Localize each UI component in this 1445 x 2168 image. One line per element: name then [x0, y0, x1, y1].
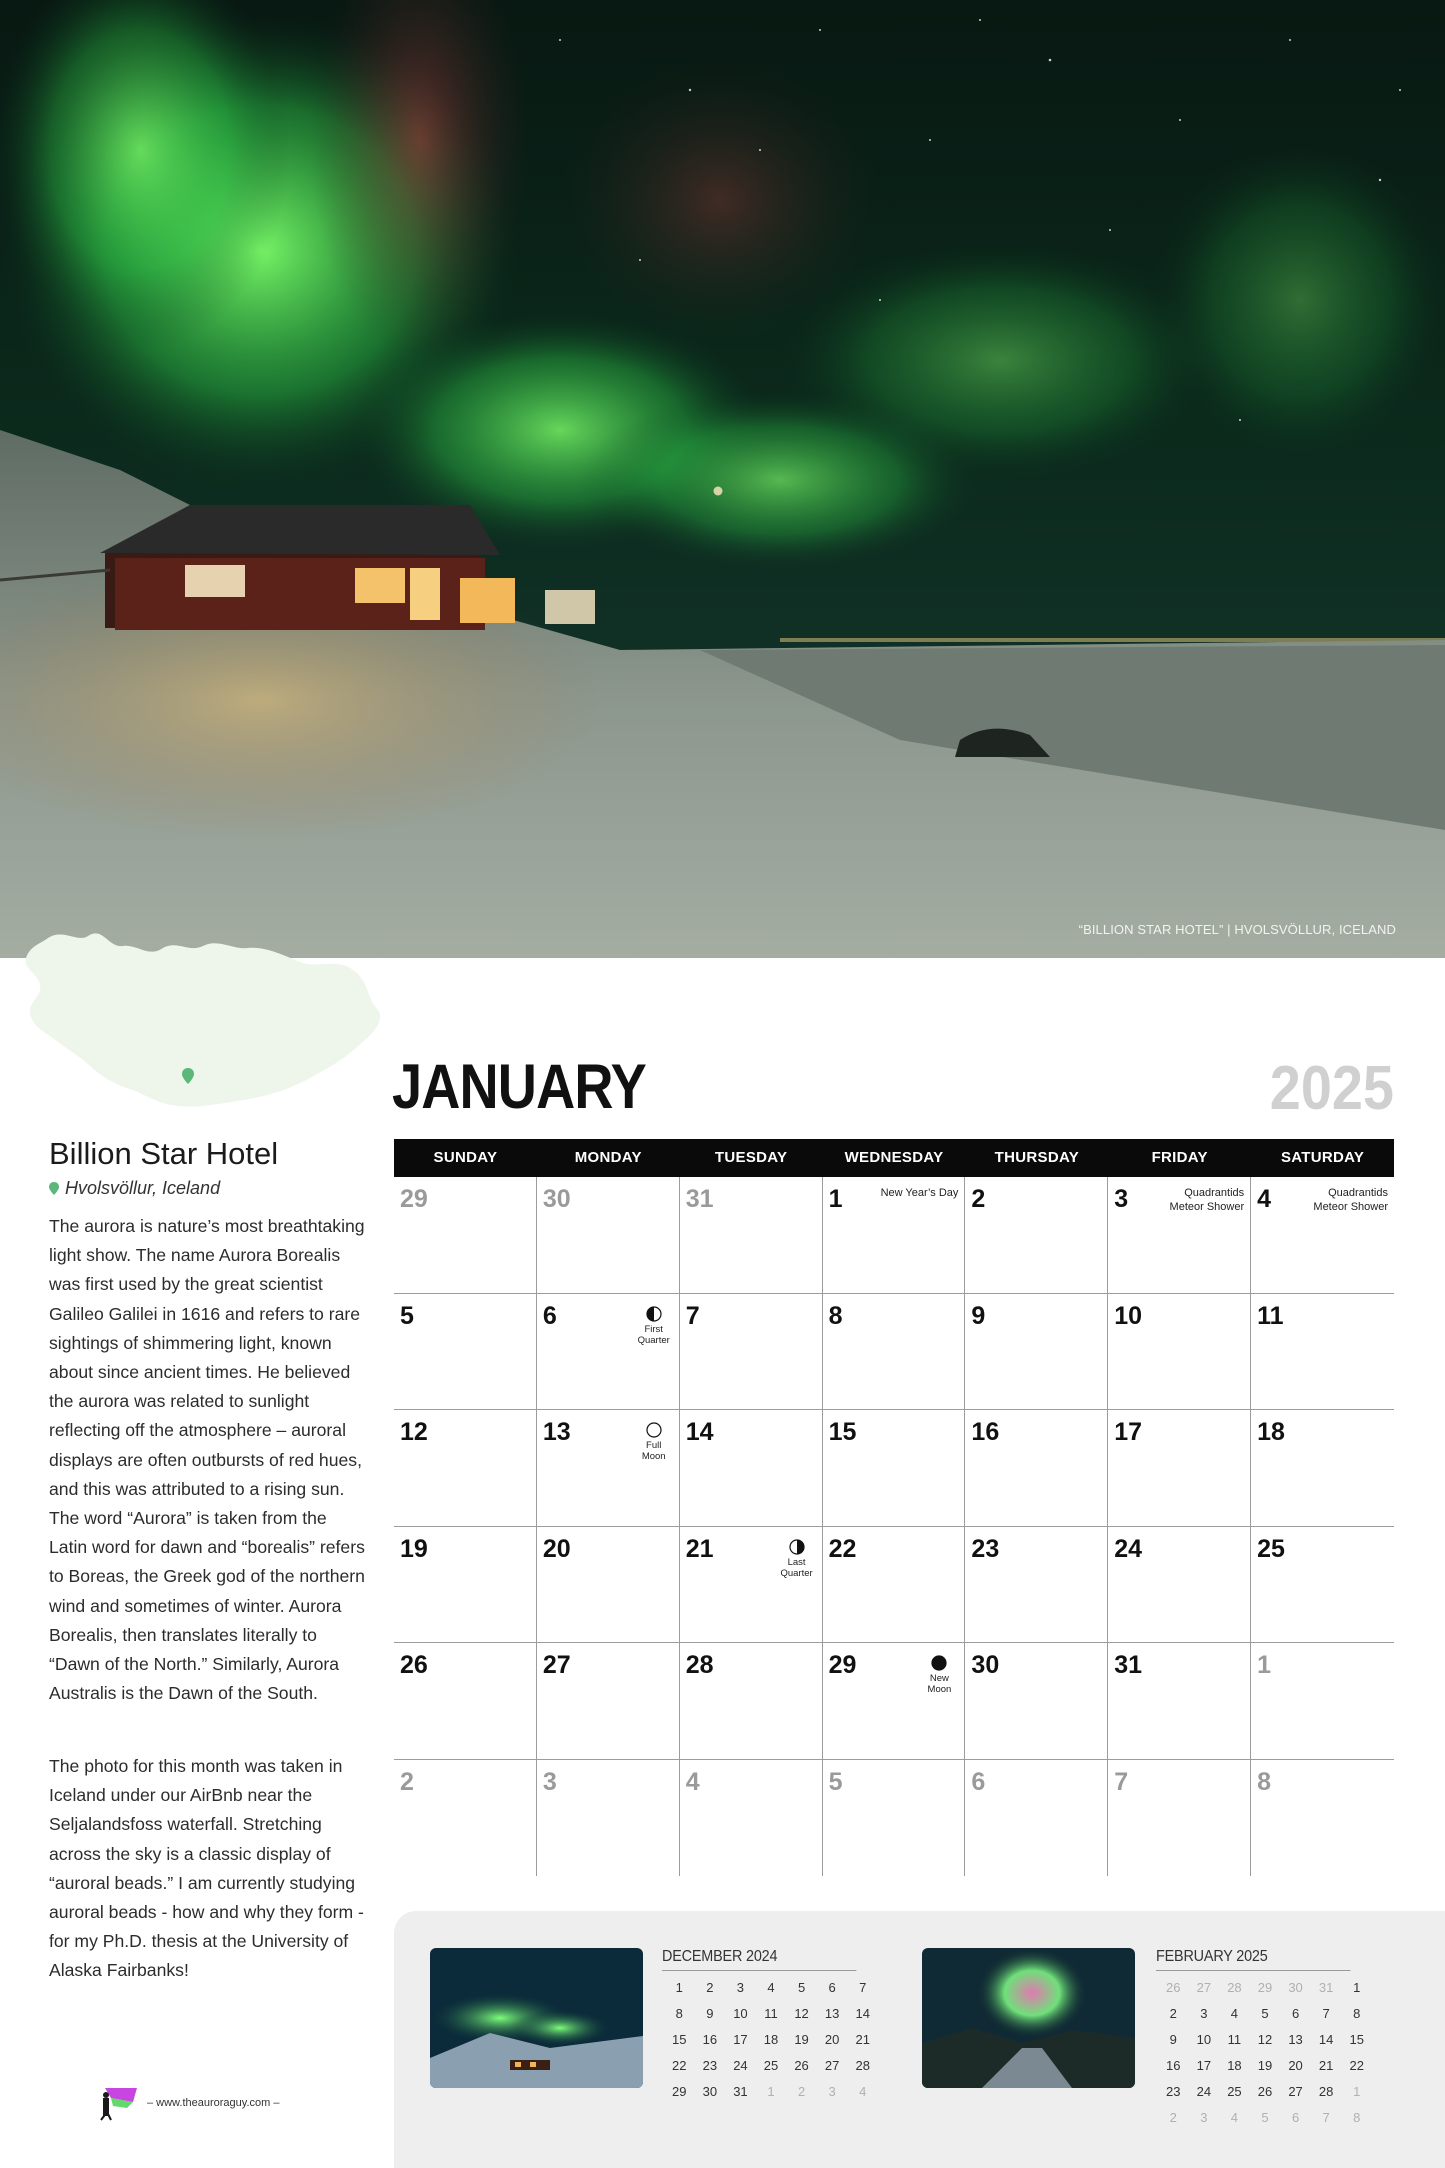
- day-cell[interactable]: [394, 1527, 537, 1644]
- day-number: 29: [400, 1185, 428, 1213]
- mini-day: 21: [1318, 2058, 1334, 2073]
- mini-day: 26: [1257, 2084, 1273, 2099]
- weekday-tuesday: TUESDAY: [714, 1149, 788, 1166]
- location-subtitle: [49, 1178, 220, 1199]
- day-cell[interactable]: [1251, 1527, 1394, 1644]
- mini-day: 18: [763, 2032, 779, 2047]
- day-number: 3: [1114, 1185, 1129, 1213]
- day-number: 16: [971, 1418, 1000, 1446]
- aurora-guy-logo-icon: [97, 2084, 141, 2122]
- day-number: 14: [685, 1418, 714, 1446]
- day-cell[interactable]: [1108, 1643, 1251, 1760]
- day-number: 30: [971, 1651, 1000, 1679]
- weekday-thursday: THURSDAY: [994, 1149, 1080, 1166]
- mini-day: 27: [1196, 1980, 1212, 1995]
- location-name: Hvolsvöllur, Iceland: [65, 1178, 221, 1198]
- location-title: Billion Star Hotel: [49, 1136, 279, 1171]
- moon-phase: [637, 1422, 671, 1462]
- mini-day: 23: [702, 2058, 718, 2073]
- day-cell[interactable]: [537, 1410, 680, 1527]
- year-title: 2025: [1269, 1054, 1394, 1123]
- mini-day: 13: [824, 2006, 840, 2021]
- mini-day: 14: [855, 2006, 870, 2021]
- day-cell[interactable]: [1108, 1177, 1251, 1294]
- mini-day: 25: [763, 2058, 779, 2073]
- mini-day: 3: [828, 2084, 836, 2099]
- mini-day: 1: [1353, 2084, 1361, 2099]
- mini-day: 7: [1322, 2110, 1330, 2125]
- mini-day: 2: [1169, 2006, 1177, 2021]
- mini-day: 31: [1318, 1980, 1334, 1995]
- day-cell[interactable]: [537, 1643, 680, 1760]
- day-number: 19: [400, 1534, 428, 1563]
- day-cell[interactable]: [394, 1410, 537, 1527]
- day-number: 3: [542, 1767, 557, 1796]
- mini-day: 1: [675, 1980, 683, 1995]
- month-title: JANUARY: [392, 1052, 646, 1122]
- mini-day: 14: [1318, 2032, 1334, 2047]
- day-number: 15: [828, 1418, 857, 1446]
- mini-day: 10: [1196, 2032, 1212, 2047]
- day-cell[interactable]: [537, 1294, 680, 1411]
- mini-day: 31: [733, 2084, 748, 2099]
- day-number: 17: [1114, 1418, 1143, 1446]
- website-footer[interactable]: [97, 2084, 279, 2122]
- day-cell[interactable]: [1108, 1527, 1251, 1644]
- moon-phase-label: First Quarter: [637, 1323, 670, 1346]
- mini-day: 8: [1353, 2110, 1361, 2125]
- mini-day: 22: [1349, 2058, 1364, 2073]
- day-cell[interactable]: [823, 1294, 966, 1411]
- day-number: 7: [685, 1301, 700, 1330]
- adjacent-month-day-cell[interactable]: [823, 1760, 966, 1877]
- day-cell[interactable]: [823, 1177, 966, 1294]
- december-days: [662, 1980, 878, 2110]
- hero-photo: [0, 0, 1445, 958]
- day-number: 31: [1114, 1651, 1143, 1679]
- mini-day: 8: [675, 2006, 683, 2021]
- weekday-monday: MONDAY: [574, 1149, 642, 1166]
- february-days: [1156, 1980, 1372, 2136]
- mini-day: 18: [1227, 2058, 1242, 2073]
- mini-day: 17: [1196, 2058, 1212, 2073]
- adjacent-month-day-cell[interactable]: [394, 1177, 537, 1294]
- day-number: 20: [542, 1534, 571, 1563]
- day-cell[interactable]: [680, 1410, 823, 1527]
- day-cell[interactable]: [1108, 1410, 1251, 1527]
- mini-day: 29: [1257, 1980, 1273, 1995]
- mini-day: 11: [1227, 2032, 1242, 2047]
- day-number: 6: [542, 1301, 557, 1330]
- mini-day: 9: [706, 2006, 714, 2021]
- day-cell[interactable]: [680, 1643, 823, 1760]
- mini-day: 7: [1322, 2006, 1330, 2021]
- mini-day: 21: [855, 2032, 870, 2047]
- day-number: 27: [542, 1651, 571, 1679]
- adjacent-month-day-cell[interactable]: [1108, 1760, 1251, 1877]
- mini-day: 20: [824, 2032, 840, 2047]
- mini-day: 2: [797, 2084, 806, 2099]
- mini-day: 28: [1318, 2084, 1334, 2099]
- weekday-friday: FRIDAY: [1151, 1149, 1208, 1166]
- february-mini-calendar: [1156, 1948, 1372, 2136]
- mini-day: 24: [733, 2058, 748, 2073]
- mini-day: 27: [1288, 2084, 1303, 2099]
- mini-day: 12: [794, 2006, 809, 2021]
- day-cell[interactable]: [394, 1294, 537, 1411]
- description-paragraph-1: The aurora is nature’s most breathtaking light show. The name Aurora Borealis was first used by the great scientist Galileo Galilei in 1616 and refers to rare sightings of shimmering light, known about since ancient times. He believed the aurora was related to sunlight reflecting off the atmosphere – auroral displays are often outbursts of red hues, and this was attributed to a rising sun. The word “Aurora” is taken from the Latin word for dawn and “borealis” refers to Boreas, the Greek god of the northern wind and sometimes of winter. Aurora Borealis, then translates literally to “Dawn of the North.” Similarly, Aurora Australis is the Dawn of the South.: [49, 1216, 365, 1704]
- day-event: Quadrantids Meteor Shower: [1169, 1187, 1245, 1213]
- day-number: 2: [400, 1767, 414, 1796]
- day-cell[interactable]: [965, 1527, 1108, 1644]
- mini-day: 4: [859, 2084, 867, 2099]
- mini-day: 13: [1288, 2032, 1303, 2047]
- mini-day: 8: [1353, 2006, 1361, 2021]
- mini-day: 22: [672, 2058, 687, 2073]
- day-number: 30: [542, 1185, 571, 1213]
- day-event: New Year’s Day: [880, 1187, 959, 1199]
- day-number: 6: [971, 1767, 986, 1796]
- website-url: – www.theauroraguy.com –: [147, 2097, 280, 2109]
- day-cell[interactable]: [823, 1527, 966, 1644]
- day-cell[interactable]: [823, 1643, 966, 1760]
- weekday-sunday: SUNDAY: [433, 1149, 498, 1166]
- adjacent-month-day-cell[interactable]: [680, 1760, 823, 1877]
- day-number: 31: [685, 1185, 714, 1213]
- day-number: 8: [828, 1301, 843, 1330]
- day-cell[interactable]: [965, 1643, 1108, 1760]
- moon-phase-label: Full Moon: [641, 1440, 666, 1462]
- day-number: 5: [828, 1767, 843, 1796]
- day-cell[interactable]: [680, 1294, 823, 1411]
- december-thumbnail: [430, 1948, 643, 2088]
- description-paragraph-2: The photo for this month was taken in Iceland under our AirBnb near the Seljalandsfoss waterfall. Stretching across the sky is a classic display of “auroral beads.” I am currently studying auroral beads - how and why they form - for my Ph.D. thesis at the University of Alaska Fairbanks!: [49, 1756, 364, 1981]
- new-moon-icon: [931, 1655, 947, 1671]
- mini-day: 4: [1230, 2006, 1239, 2021]
- mini-day: 29: [672, 2084, 687, 2099]
- weekday-header: [394, 1139, 1394, 1177]
- day-number: 9: [971, 1301, 986, 1330]
- day-event: Quadrantids Meteor Shower: [1313, 1187, 1388, 1213]
- day-number: 23: [971, 1534, 1000, 1563]
- day-number: 8: [1257, 1767, 1272, 1796]
- mini-day: 11: [764, 2006, 778, 2021]
- day-number: 1: [828, 1185, 843, 1213]
- day-number: 12: [400, 1418, 428, 1446]
- mini-day: 26: [794, 2058, 809, 2073]
- mini-day: 5: [797, 1980, 806, 1995]
- mini-day: 1: [767, 2084, 775, 2099]
- moon-phase-label: New Moon: [927, 1673, 952, 1695]
- day-cell[interactable]: [1251, 1410, 1394, 1527]
- adjacent-months-panel: [394, 1911, 1445, 2168]
- adjacent-month-day-cell[interactable]: [680, 1177, 823, 1294]
- mini-day: 30: [1288, 1980, 1303, 1995]
- day-cell[interactable]: [680, 1527, 823, 1644]
- day-number: 4: [685, 1767, 700, 1796]
- adjacent-month-day-cell[interactable]: [394, 1760, 537, 1877]
- february-thumbnail: [922, 1948, 1135, 2088]
- day-number: 13: [542, 1418, 571, 1446]
- december-mini-calendar: [662, 1948, 878, 2110]
- mini-day: 5: [1261, 2006, 1269, 2021]
- adjacent-month-day-cell[interactable]: [965, 1760, 1108, 1877]
- day-cell[interactable]: [394, 1643, 537, 1760]
- day-cell[interactable]: [823, 1410, 966, 1527]
- iceland-map: [18, 918, 388, 1118]
- mini-day: 9: [1169, 2032, 1177, 2047]
- weekday-saturday: SATURDAY: [1280, 1149, 1365, 1166]
- calendar-days: [394, 1177, 1394, 1876]
- day-cell[interactable]: [1251, 1177, 1394, 1294]
- mini-day: 17: [733, 2032, 748, 2047]
- mini-day: 1: [1353, 1980, 1361, 1995]
- mini-day: 4: [767, 1980, 775, 1995]
- day-number: 10: [1114, 1301, 1143, 1330]
- mini-day: 5: [1261, 2110, 1269, 2125]
- month-calendar: [394, 1139, 1394, 1876]
- mini-day: 10: [733, 2006, 748, 2021]
- mini-day: 30: [702, 2084, 718, 2099]
- day-number: 2: [971, 1185, 986, 1213]
- day-number: 4: [1257, 1185, 1272, 1213]
- moon-phase: [637, 1306, 671, 1346]
- day-number: 24: [1114, 1534, 1143, 1563]
- mini-day: 19: [1257, 2058, 1273, 2073]
- day-number: 18: [1257, 1418, 1285, 1446]
- day-number: 1: [1257, 1651, 1272, 1679]
- weekday-wednesday: WEDNESDAY: [844, 1149, 944, 1166]
- day-number: 21: [685, 1534, 714, 1563]
- december-title: DECEMBER 2024: [662, 1948, 856, 1971]
- photo-caption: “BILLION STAR HOTEL” | HVOLSVÖLLUR, ICELAND: [1078, 922, 1396, 937]
- last-moon-icon: [789, 1539, 805, 1555]
- mini-day: 25: [1227, 2084, 1242, 2099]
- mini-day: 20: [1288, 2058, 1303, 2073]
- first-moon-icon: [646, 1306, 662, 1322]
- mini-day: 7: [859, 1980, 867, 1995]
- mini-day: 16: [1166, 2058, 1181, 2073]
- mini-day: 26: [1166, 1980, 1181, 1995]
- mini-day: 12: [1257, 2032, 1273, 2047]
- mini-day: 16: [702, 2032, 718, 2047]
- mini-day: 3: [736, 1980, 745, 1995]
- mini-day: 6: [828, 1980, 836, 1995]
- mini-day: 28: [1227, 1980, 1242, 1995]
- day-number: 28: [685, 1651, 714, 1679]
- moon-phase: [922, 1655, 956, 1695]
- mini-day: 6: [1291, 2110, 1300, 2125]
- mini-day: 27: [824, 2058, 840, 2073]
- day-number: 22: [828, 1534, 857, 1563]
- mini-day: 23: [1166, 2084, 1181, 2099]
- day-number: 26: [400, 1651, 428, 1679]
- mini-day: 19: [794, 2032, 809, 2047]
- february-title: FEBRUARY 2025: [1156, 1948, 1350, 1971]
- mini-day: 4: [1230, 2110, 1239, 2125]
- day-number: 11: [1257, 1301, 1284, 1330]
- moon-phase: [780, 1539, 814, 1579]
- day-number: 7: [1114, 1767, 1129, 1796]
- day-cell[interactable]: [965, 1294, 1108, 1411]
- day-cell[interactable]: [537, 1527, 680, 1644]
- mini-day: 24: [1196, 2084, 1212, 2099]
- location-pin-icon: [49, 1182, 59, 1195]
- mini-day: 28: [855, 2058, 870, 2073]
- day-number: 29: [828, 1651, 857, 1679]
- mini-day: 2: [1169, 2110, 1177, 2125]
- day-cell[interactable]: [1108, 1294, 1251, 1411]
- adjacent-month-day-cell[interactable]: [537, 1760, 680, 1877]
- mini-day: 3: [1200, 2006, 1208, 2021]
- full-moon-icon: [646, 1422, 662, 1438]
- aurora-photo: [0, 0, 1445, 958]
- mini-day: 15: [672, 2032, 687, 2047]
- mini-day: 3: [1200, 2110, 1208, 2125]
- day-number: 5: [400, 1301, 414, 1330]
- adjacent-month-day-cell[interactable]: [537, 1177, 680, 1294]
- moon-phase-label: Last Quarter: [780, 1556, 813, 1579]
- day-cell[interactable]: [1251, 1294, 1394, 1411]
- day-cell[interactable]: [965, 1177, 1108, 1294]
- day-cell[interactable]: [965, 1410, 1108, 1527]
- mini-day: 15: [1349, 2032, 1364, 2047]
- adjacent-month-day-cell[interactable]: [1251, 1760, 1394, 1877]
- adjacent-month-day-cell[interactable]: [1251, 1643, 1394, 1760]
- day-number: 25: [1257, 1534, 1285, 1563]
- mini-day: 6: [1291, 2006, 1300, 2021]
- mini-day: 2: [706, 1980, 714, 1995]
